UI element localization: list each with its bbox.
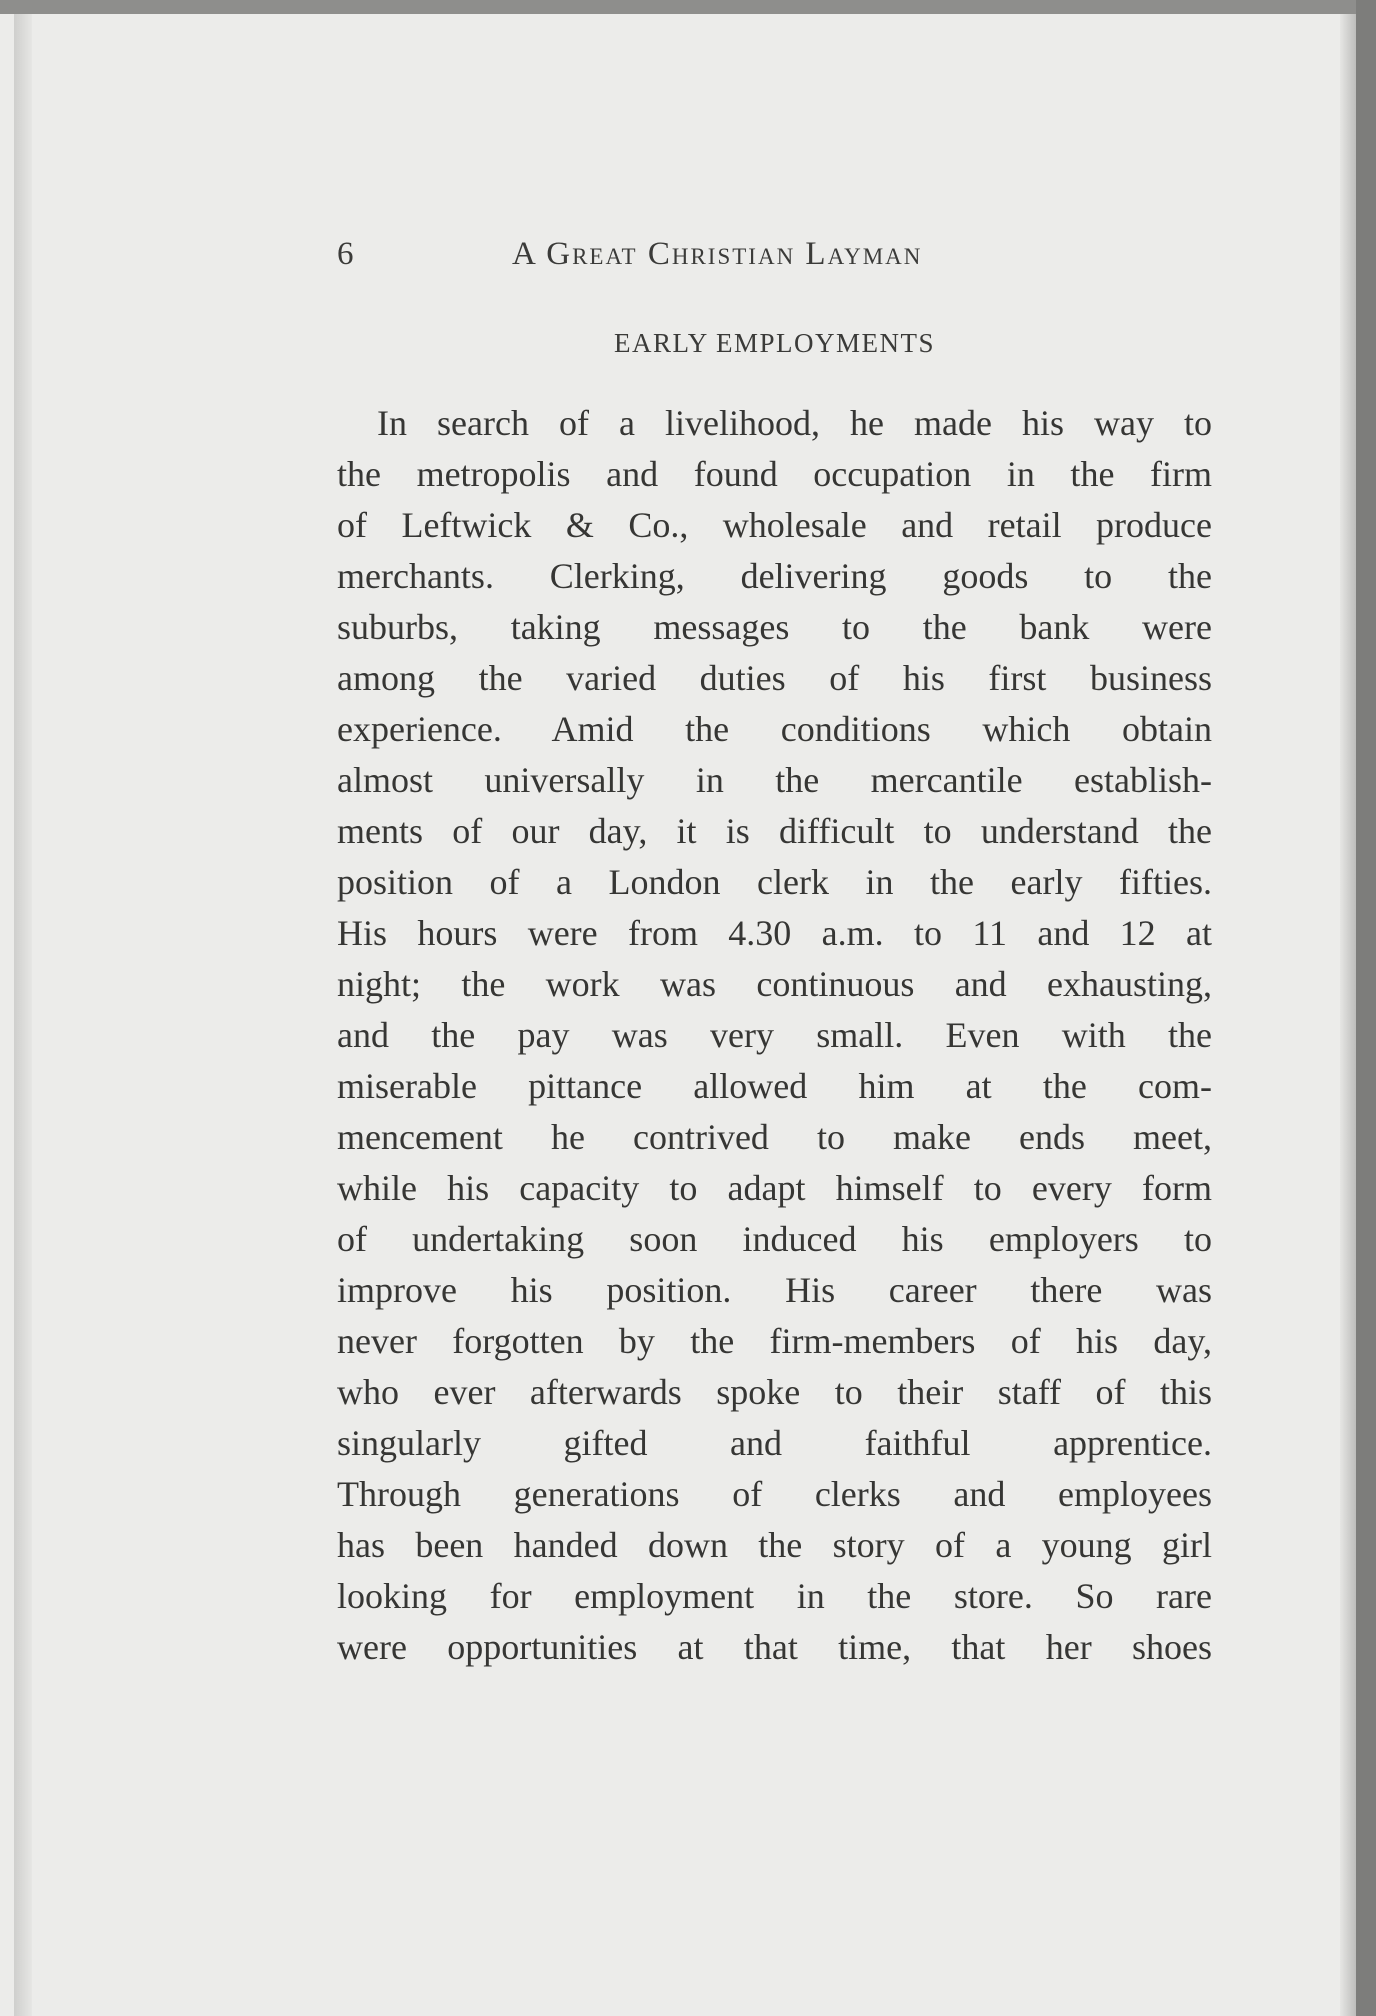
text-line: In search of a livelihood, he made his way to — [377, 403, 1212, 443]
text-line: Through generations of clerks and employees — [337, 1474, 1212, 1514]
text-line: singularly gifted and faithful apprentice. — [337, 1423, 1212, 1463]
text-line: night; the work was continuous and exhausting, — [337, 964, 1212, 1004]
page-gutter — [1340, 14, 1356, 2016]
text-line: and the pay was very small. Even with the — [337, 1015, 1212, 1055]
text-line: position of a London clerk in the early fifties. — [337, 862, 1212, 902]
text-line: among the varied duties of his first business — [337, 658, 1212, 698]
text-line: never forgotten by the firm-members of his day, — [337, 1321, 1212, 1361]
text-line: of Leftwick & Co., wholesale and retail produce — [337, 505, 1212, 545]
text-line: who ever afterwards spoke to their staff of this — [337, 1372, 1212, 1412]
text-line: were opportunities at that time, that her shoes — [337, 1627, 1212, 1667]
text-line: suburbs, taking messages to the bank were — [337, 607, 1212, 647]
text-line: has been handed down the story of a young girl — [337, 1525, 1212, 1565]
text-line: of undertaking soon induced his employers to — [337, 1219, 1212, 1259]
text-line: mencement he contrived to make ends meet, — [337, 1117, 1212, 1157]
text-line: experience. Amid the conditions which obtain — [337, 709, 1212, 749]
section-heading: EARLY EMPLOYMENTS — [613, 328, 936, 358]
book-title: A Great Christian Layman — [512, 236, 923, 272]
page-left-edge — [14, 14, 32, 2016]
text-line: miserable pittance allowed him at the com- — [337, 1066, 1212, 1106]
body-paragraph — [337, 398, 1212, 1673]
running-head — [337, 236, 1037, 284]
page-number: 6 — [337, 236, 354, 272]
text-line: merchants. Clerking, delivering goods to the — [337, 556, 1212, 596]
text-line: looking for employment in the store. So rare — [337, 1576, 1212, 1616]
text-line: His hours were from 4.30 a.m. to 11 and 12 at — [337, 913, 1212, 953]
scan-right-edge — [1356, 0, 1376, 2016]
text-line: almost universally in the mercantile establish- — [337, 760, 1212, 800]
text-line: ments of our day, it is difficult to understand the — [337, 811, 1212, 851]
text-line: while his capacity to adapt himself to every form — [337, 1168, 1212, 1208]
text-line: the metropolis and found occupation in the firm — [337, 454, 1212, 494]
text-line: improve his position. His career there was — [337, 1270, 1212, 1310]
